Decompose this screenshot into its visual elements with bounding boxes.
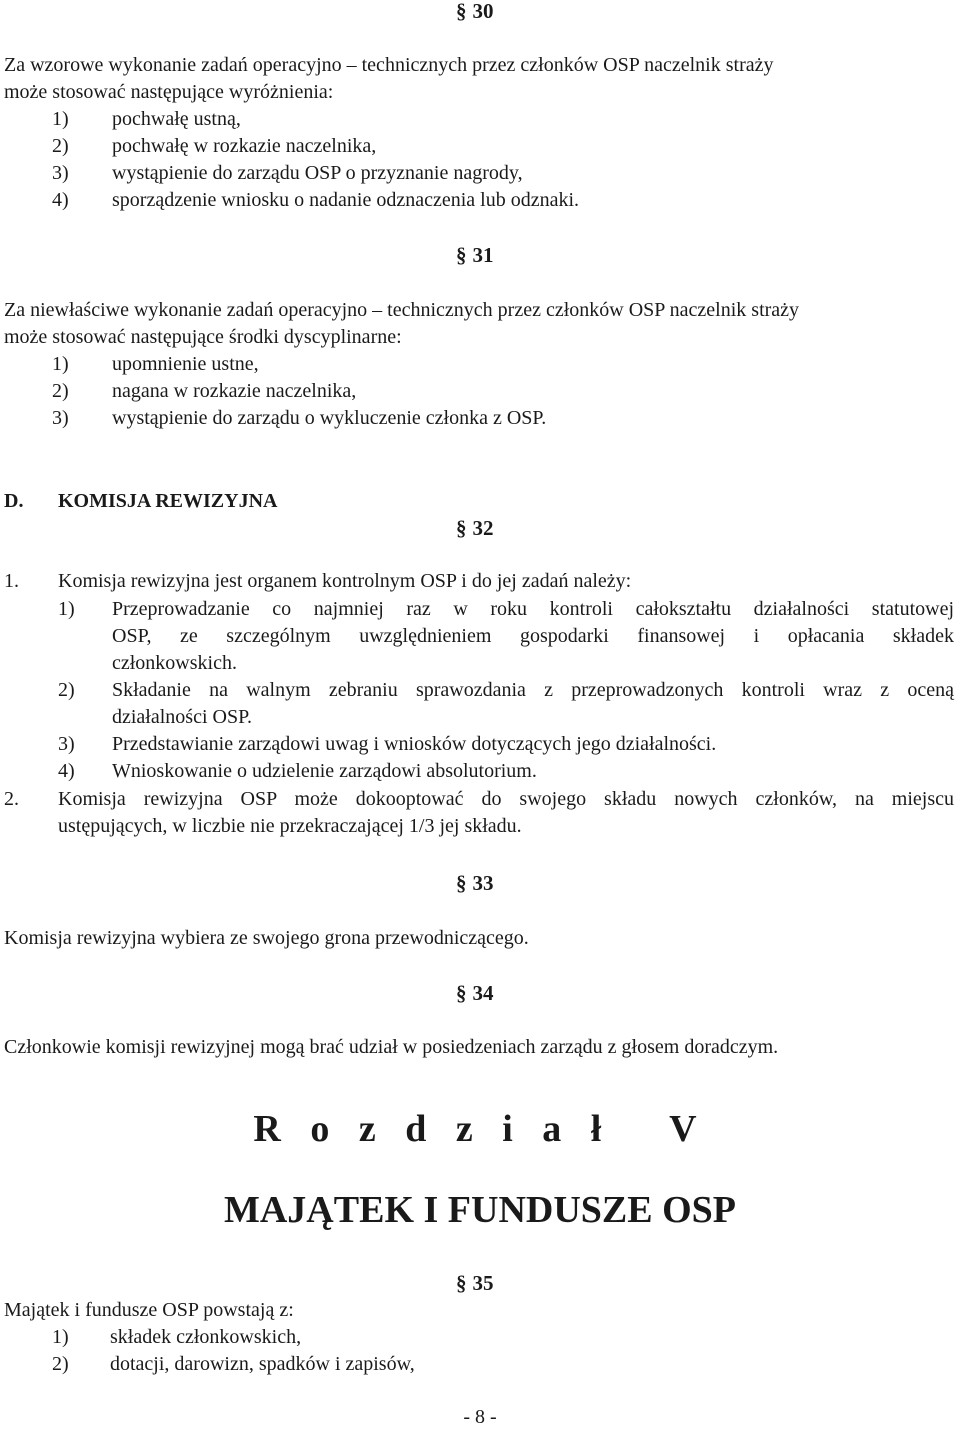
sub-item-number: 3) [58, 733, 75, 755]
page-number: - 8 - [463, 1406, 497, 1428]
list-item-text: nagana w rozkazie naczelnika, [112, 380, 357, 402]
s31-intro-line-2: może stosować następujące środki dyscyplinarne: [4, 326, 402, 348]
section-number: 34 [472, 981, 494, 1005]
point-text: ustępujących, w liczbie nie przekraczającej 1/3 jej składu. [58, 815, 522, 837]
paragraph-symbol: § [456, 981, 467, 1005]
section-32-heading [456, 515, 494, 542]
sub-item-line: OSP, ze szczególnym uwzględnieniem gospodarki finansowej i opłacania składek [112, 625, 954, 647]
paragraph-symbol: § [456, 516, 467, 540]
sub-item-line: Przedstawianie zarządowi uwag i wniosków dotyczących jego działalności. [112, 733, 717, 755]
s35-intro: Majątek i fundusze OSP powstają z: [4, 1299, 294, 1321]
list-item-number: 2) [52, 135, 69, 157]
s30-intro-line-1: Za wzorowe wykonanie zadań operacyjno – technicznych przez członków OSP naczelnik straży [4, 54, 774, 76]
sub-item-number: 1) [58, 598, 75, 620]
list-item-text: dotacji, darowizn, spadków i zapisów, [110, 1353, 415, 1375]
sub-item-line: członkowskich. [112, 652, 237, 674]
s33-text: Komisja rewizyjna wybiera ze swojego grona przewodniczącego. [4, 927, 529, 949]
chapter-subtitle: MAJĄTEK I FUNDUSZE OSP [224, 1189, 736, 1231]
section-number: 35 [472, 1271, 494, 1295]
section-35-heading [456, 1270, 494, 1297]
section-30-heading [456, 0, 494, 25]
paragraph-symbol: § [456, 871, 467, 895]
section-number: 33 [472, 871, 494, 895]
section-number: 31 [472, 243, 494, 267]
section-number: 32 [472, 516, 494, 540]
section-33-heading [456, 870, 494, 897]
sub-item-line: Wnioskowanie o udzielenie zarządowi absolutorium. [112, 760, 537, 782]
sub-item-number: 4) [58, 760, 75, 782]
section-31-heading [456, 242, 494, 269]
s34-text: Członkowie komisji rewizyjnej mogą brać udział w posiedzeniach zarządu z głosem doradczym. [4, 1036, 779, 1058]
list-item-text: wystąpienie do zarządu o wykluczenie członka z OSP. [112, 407, 547, 429]
list-item-number: 1) [52, 353, 69, 375]
sub-item-number: 2) [58, 679, 75, 701]
list-item-text: składek członkowskich, [110, 1326, 302, 1348]
list-item-text: sporządzenie wniosku o nadanie odznaczenia lub odznaki. [112, 189, 580, 211]
point-number: 1. [4, 570, 19, 592]
list-item-text: pochwałę w rozkazie naczelnika, [112, 135, 377, 157]
list-item-number: 2) [52, 380, 69, 402]
list-item-text: wystąpienie do zarządu OSP o przyznanie nagrody, [112, 162, 523, 184]
list-item-number: 1) [52, 1326, 69, 1348]
sub-item-line: działalności OSP. [112, 706, 252, 728]
list-item-number: 1) [52, 108, 69, 130]
sub-item-line: Przeprowadzanie co najmniej raz w roku kontroli całokształtu działalności statutowej [112, 598, 954, 620]
paragraph-symbol: § [456, 243, 467, 267]
section-letter: D. [4, 490, 24, 512]
list-item-number: 2) [52, 1353, 69, 1375]
list-item-text: upomnienie ustne, [112, 353, 259, 375]
sub-item-line: Składanie na walnym zebraniu sprawozdania z przeprowadzonych kontroli wraz z oceną [112, 679, 954, 701]
list-item-number: 4) [52, 189, 69, 211]
point-text: Komisja rewizyjna jest organem kontrolnym OSP i do jej zadań należy: [58, 570, 632, 592]
point-text: Komisja rewizyjna OSP może dokooptować do swojego składu nowych członków, na miejscu [58, 788, 954, 810]
list-item-text: pochwałę ustną, [112, 108, 241, 130]
point-number: 2. [4, 788, 19, 810]
paragraph-symbol: § [456, 1271, 467, 1295]
list-item-number: 3) [52, 407, 69, 429]
section-title: KOMISJA REWIZYJNA [58, 490, 278, 512]
section-number: 30 [472, 0, 494, 23]
s31-intro-line-1: Za niewłaściwe wykonanie zadań operacyjno – technicznych przez członków OSP naczelnik straży [4, 299, 800, 321]
paragraph-symbol: § [456, 0, 467, 23]
chapter-title: R o z d z i a ł V [253, 1108, 707, 1150]
section-34-heading [456, 980, 494, 1007]
s30-intro-line-2: może stosować następujące wyróżnienia: [4, 81, 334, 103]
list-item-number: 3) [52, 162, 69, 184]
